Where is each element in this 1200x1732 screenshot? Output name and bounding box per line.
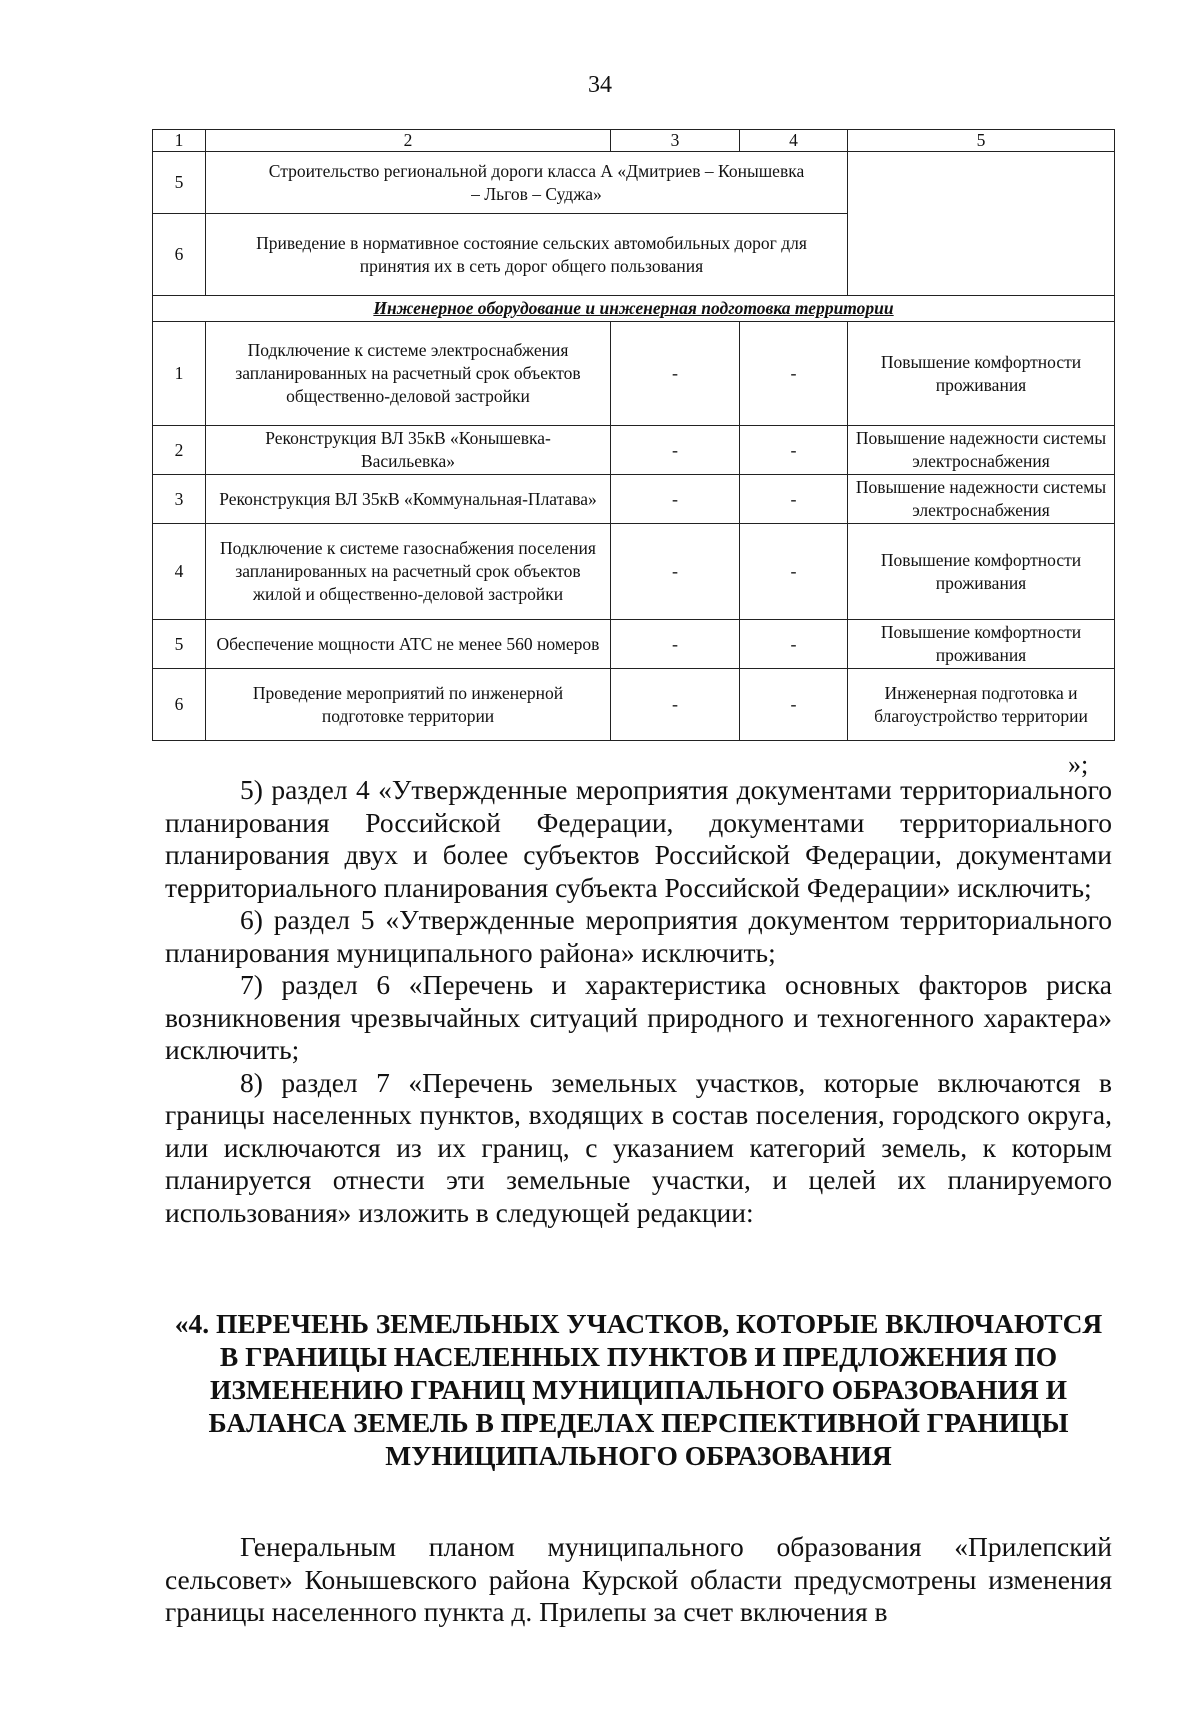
header-cell: 2	[206, 130, 611, 152]
row-text: Строительство региональной дороги класса А «Дмитриев – Конышевка – Льгов – Суджа»	[206, 152, 848, 214]
row-cell: -	[740, 322, 848, 426]
header-cell: 3	[611, 130, 740, 152]
header-cell: 1	[153, 130, 206, 152]
row-cell: -	[611, 524, 740, 620]
table-row	[153, 620, 1115, 669]
paragraph: 7) раздел 6 «Перечень и характеристика основных факторов риска возникновения чрезвычайных ситуаций природного и техногенного характера» исключить;	[165, 969, 1112, 1065]
paragraph: 6) раздел 5 «Утвержденные мероприятия документом территориального планирования муниципального района» исключить;	[165, 904, 1112, 968]
measures-table	[152, 129, 1115, 741]
row-cell: -	[611, 426, 740, 475]
row-cell: -	[740, 475, 848, 524]
row-text: Реконструкция ВЛ 35кВ «Коммунальная-Платава»	[206, 475, 611, 524]
paragraph: 5) раздел 4 «Утвержденные мероприятия документами территориального планирования Российской Федерации, документами территориального планирования двух и более субъектов Российской Федерации, документами территориального планирования субъекта Российской Федерации» исключить;	[165, 774, 1112, 903]
row-text: Проведение мероприятий по инженерной подготовке территории	[206, 669, 611, 741]
row-text: Приведение в нормативное состояние сельских автомобильных дорог для принятия их в сеть дорог общего пользования	[206, 214, 848, 296]
row-cell: -	[740, 524, 848, 620]
page-number: 34	[588, 72, 612, 98]
row-cell: -	[611, 620, 740, 669]
header-cell: 5	[848, 130, 1115, 152]
row-text: Реконструкция ВЛ 35кВ «Конышевка-Васильевка»	[206, 426, 611, 475]
row-number: 4	[153, 524, 206, 620]
table-row	[153, 669, 1115, 741]
closing-quote: »;	[1068, 750, 1089, 779]
paragraph: 8) раздел 7 «Перечень земельных участков, которые включаются в границы населенных пунктов, входящих в состав поселения, городского округа, или исключаются из их границ, с указанием категорий земель, к которым планируется отнести эти земельные участки, и целей их планируемого использования» изложить в следующей редакции:	[165, 1066, 1112, 1228]
paragraph: Генеральным планом муниципального образования «Прилепский сельсовет» Конышевского района Курской области предусмотрены изменения границы населенного пункта д. Прилепы за счет включения в	[165, 1531, 1112, 1627]
row-result: Повышение комфортности проживания	[848, 322, 1115, 426]
row-text: Обеспечение мощности АТС не менее 560 номеров	[206, 620, 611, 669]
row-result: Повышение комфортности проживания	[848, 620, 1115, 669]
header-cell: 4	[740, 130, 848, 152]
row-number: 2	[153, 426, 206, 475]
row-cell: -	[611, 669, 740, 741]
final-paragraph-block	[165, 1531, 1112, 1629]
row-cell: -	[740, 620, 848, 669]
body-paragraphs	[165, 774, 1112, 1229]
row-result: Повышение надежности системы электроснабжения	[848, 426, 1115, 475]
row-text: Подключение к системе электроснабжения запланированных на расчетный срок объектов общественно-деловой застройки	[206, 322, 611, 426]
row-cell: -	[740, 426, 848, 475]
row-result: Повышение надежности системы электроснабжения	[848, 475, 1115, 524]
section-row	[153, 296, 1115, 322]
row-cell: -	[611, 322, 740, 426]
section-heading: «4. ПЕРЕЧЕНЬ ЗЕМЕЛЬНЫХ УЧАСТКОВ, КОТОРЫЕ ВКЛЮЧАЮТСЯ В ГРАНИЦЫ НАСЕЛЕННЫХ ПУНКТОВ И ПРЕДЛОЖЕНИЯ ПО ИЗМЕНЕНИЮ ГРАНИЦ МУНИЦИПАЛЬНОГО ОБРАЗОВАНИЯ И БАЛАНСА ЗЕМЕЛЬ В ПРЕДЕЛАХ ПЕРСПЕКТИВНОЙ ГРАНИЦЫ МУНИЦИПАЛЬНОГО ОБРАЗОВАНИЯ	[174, 1308, 1103, 1471]
row-cell: -	[611, 475, 740, 524]
empty-cell	[848, 152, 1115, 296]
row-number: 6	[153, 214, 206, 296]
row-number: 1	[153, 322, 206, 426]
row-number: 3	[153, 475, 206, 524]
row-text: Подключение к системе газоснабжения поселения запланированных на расчетный срок объектов жилой и общественно-деловой застройки	[206, 524, 611, 620]
row-result: Повышение комфортности проживания	[848, 524, 1115, 620]
row-cell: -	[740, 669, 848, 741]
row-number: 6	[153, 669, 206, 741]
table-row	[153, 426, 1115, 475]
row-number: 5	[153, 152, 206, 214]
row-number: 5	[153, 620, 206, 669]
table-row	[153, 152, 1115, 214]
table-header-row	[153, 130, 1115, 152]
table-row	[153, 475, 1115, 524]
row-result: Инженерная подготовка и благоустройство территории	[848, 669, 1115, 741]
section-title: Инженерное оборудование и инженерная подготовка территории	[153, 296, 1115, 322]
table-row	[153, 524, 1115, 620]
table-row	[153, 322, 1115, 426]
